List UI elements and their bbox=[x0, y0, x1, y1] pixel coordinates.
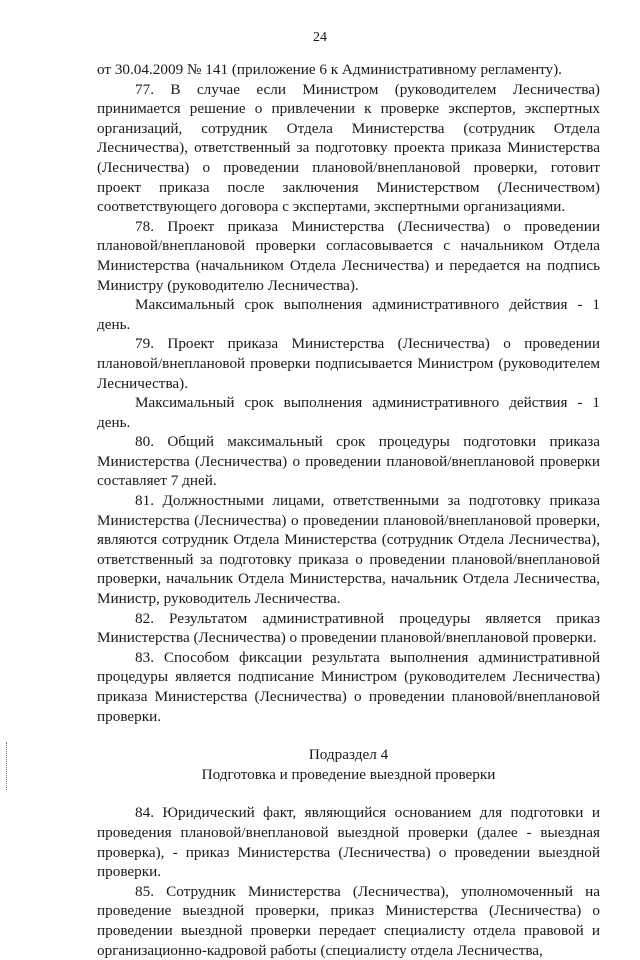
paragraph-82: 82. Результатом административной процедуры является приказ Министерства (Лесничества) о проведении плановой/внеплановой проверки. bbox=[97, 609, 600, 647]
paragraph-79: 79. Проект приказа Министерства (Лесничества) о проведении плановой/внеплановой проверки подписывается Министром (руководителем Лесничества). bbox=[97, 335, 600, 392]
paragraph-continuation: от 30.04.2009 № 141 (приложение 6 к Административному регламенту). bbox=[97, 61, 562, 78]
paragraph-83: 83. Способом фиксации результата выполнения административной процедуры является подписание Министром (руководителем Лесничества) приказа Министерства (Лесничества) о проведении плановой/внеплановой проверки. bbox=[97, 648, 600, 725]
paragraph-84: 84. Юридический факт, являющийся основанием для подготовки и проведения плановой/внеплановой выездной проверки (далее - выездная проверка), - приказ Министерства (Лесничества) о проведении выездной проверки. bbox=[97, 804, 600, 881]
paragraph-78-term: Максимальный срок выполнения административного действия - 1 день. bbox=[97, 296, 600, 333]
subsection-label: Подраздел 4 bbox=[308, 746, 389, 764]
document-body bbox=[97, 60, 600, 960]
paragraph-80: 80. Общий максимальный срок процедуры подготовки приказа Министерства (Лесничества) о проведении плановой/внеплановой проверки составляет 7 дней. bbox=[97, 433, 600, 490]
paragraph-79-term: Максимальный срок выполнения административного действия - 1 день. bbox=[97, 394, 600, 431]
page-number: 24 bbox=[313, 30, 327, 45]
scan-margin-mark bbox=[6, 742, 9, 790]
paragraph-81: 81. Должностными лицами, ответственными за подготовку приказа Министерства (Лесничества) о проведении плановой/внеплановой проверки, являются сотрудник Отдела Министерства (сотрудник Отдела Лесничества), ответственный за подготовку приказа о проведении плановой/внеплановой проверки, начальник Отдела Министерства, начальник Отдела Лесничества, Министр, руководитель Лесничества. bbox=[97, 492, 600, 608]
subsection-title: Подготовка и проведение выездной проверки bbox=[201, 765, 496, 783]
paragraph-85: 85. Сотрудник Министерства (Лесничества), уполномоченный на проведение выездной проверки, приказ Министерства (Лесничества) о проведении выездной проверки передает специалисту отдела правовой и организационно-кадровой работы (специалисту отдела Лесничества, bbox=[97, 882, 600, 959]
paragraph-78: 78. Проект приказа Министерства (Лесничества) о проведении плановой/внеплановой проверки согласовывается с начальником Отдела Министерства (начальником Отдела Лесничества) и передается на подпись Министру (руководителю Лесничества). bbox=[97, 217, 600, 294]
paragraph-77: 77. В случае если Министром (руководителем Лесничества) принимается решение о привлечении к проверке экспертов, экспертных организаций, сотрудник Отдела Министерства (сотрудник Отдела Лесничества), ответственный за подготовку проекта приказа Министерства (Лесничества) о проведении плановой/внеплановой проверки, готовит проект приказа после заключения Министерством (Лесничеством) соответствующего договора с экспертами, экспертными организациями. bbox=[97, 80, 600, 216]
